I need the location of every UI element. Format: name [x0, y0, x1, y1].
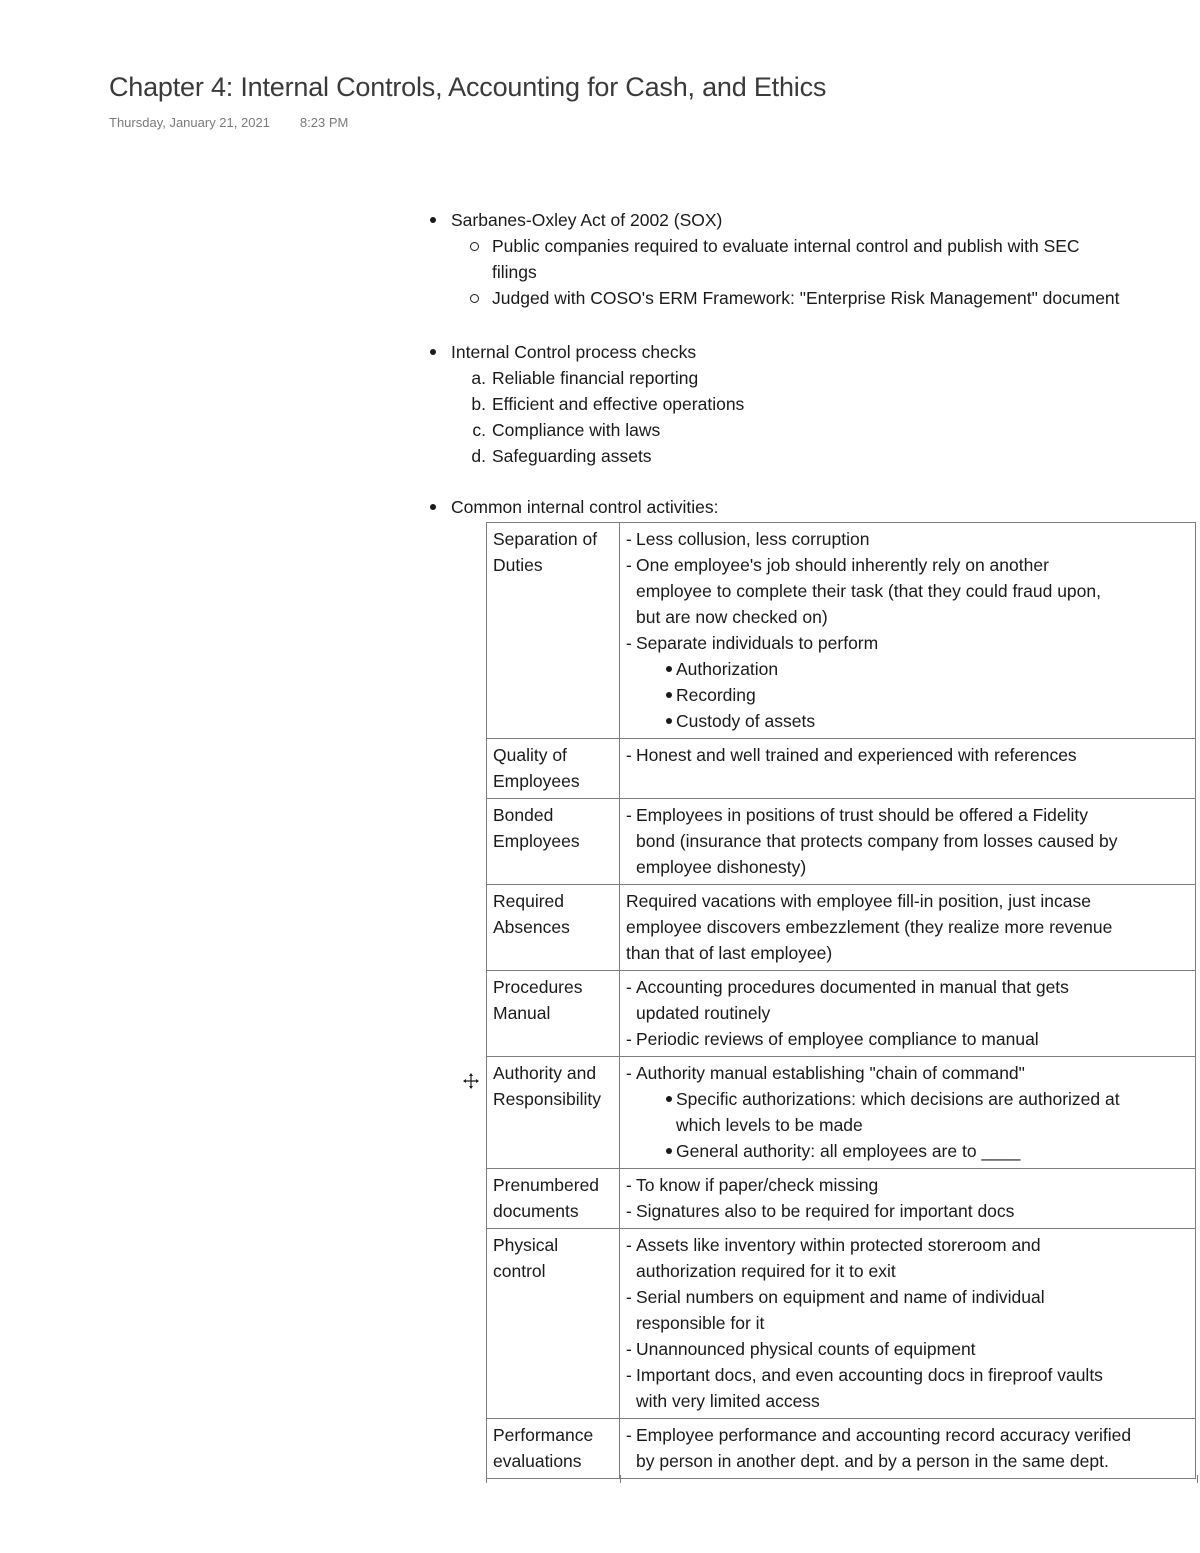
detail-line-continued: authorization required for it to exit — [636, 1261, 896, 1281]
control-name: Absences — [493, 917, 570, 937]
list-item — [428, 365, 1198, 391]
sox-point: filings — [492, 262, 537, 282]
detail-line: - Assets like inventory within protected storeroom and — [626, 1232, 1190, 1258]
list-item — [428, 443, 1198, 469]
control-detail-cell — [620, 1057, 1196, 1169]
page-date: Thursday, January 21, 2021 — [109, 115, 270, 130]
detail-line: - Unannounced physical counts of equipment — [626, 1336, 1190, 1362]
list-letter: d. — [471, 446, 486, 466]
process-check-text: Efficient and effective operations — [492, 394, 745, 414]
control-name: documents — [493, 1201, 579, 1221]
list-item-continued — [428, 259, 1198, 285]
bullet-icon — [430, 504, 436, 510]
detail-sub-item-continued: which levels to be made — [676, 1115, 863, 1135]
circle-bullet-icon — [470, 294, 479, 303]
control-name: Prenumbered — [493, 1175, 600, 1195]
list-item — [428, 391, 1198, 417]
table-row — [487, 799, 1196, 885]
detail-line: - Employees in positions of trust should be offered a Fidelity — [626, 802, 1190, 828]
page-title: Chapter 4: Internal Controls, Accounting for Cash, and Ethics — [109, 72, 827, 102]
detail-line: - Periodic reviews of employee compliance to manual — [626, 1026, 1190, 1052]
control-detail-cell — [620, 971, 1196, 1057]
process-check-text: Safeguarding assets — [492, 446, 652, 466]
list-item — [428, 417, 1198, 443]
detail-sub-item: Recording — [626, 682, 1190, 708]
control-name-cell — [487, 1419, 620, 1479]
table-row — [487, 1169, 1196, 1229]
table-row — [487, 523, 1196, 739]
control-detail-cell — [620, 1419, 1196, 1479]
detail-sub-item: Specific authorizations: which decisions are authorized at — [626, 1086, 1190, 1112]
control-name: Required — [493, 891, 565, 911]
detail-line: employee discovers embezzlement (they realize more revenue — [626, 917, 1113, 937]
detail-line: - To know if paper/check missing — [626, 1172, 1190, 1198]
process-check-text: Reliable financial reporting — [492, 368, 699, 388]
control-name-cell — [487, 971, 620, 1057]
activities-section — [428, 494, 1198, 520]
control-name-cell — [487, 1057, 620, 1169]
control-name: Employees — [493, 831, 580, 851]
process-check-text: Compliance with laws — [492, 420, 661, 440]
page-time: 8:23 PM — [299, 115, 349, 130]
control-name: Performance — [493, 1425, 594, 1445]
control-name: evaluations — [493, 1451, 582, 1471]
detail-line: Required vacations with employee fill-in position, just incase — [626, 891, 1091, 911]
control-name: Manual — [493, 1003, 551, 1023]
control-name-cell — [487, 1169, 620, 1229]
control-name-cell — [487, 885, 620, 971]
table-row — [487, 885, 1196, 971]
process-checks-heading: Internal Control process checks — [451, 342, 697, 362]
control-detail-cell — [620, 799, 1196, 885]
detail-line-continued: updated routinely — [636, 1003, 771, 1023]
controls-table — [486, 522, 1196, 1479]
control-detail-cell — [620, 523, 1196, 739]
control-name: Quality of — [493, 745, 567, 765]
table-row — [487, 1419, 1196, 1479]
control-name: Duties — [493, 555, 543, 575]
table-row — [487, 1057, 1196, 1169]
detail-line: - Employee performance and accounting record accuracy verified — [626, 1422, 1190, 1448]
process-checks-section — [428, 339, 1198, 469]
control-detail-cell — [620, 885, 1196, 971]
detail-line-continued: employee dishonesty) — [636, 857, 807, 877]
detail-line: - Honest and well trained and experienced with references — [626, 742, 1190, 768]
detail-line: - Serial numbers on equipment and name of individual — [626, 1284, 1190, 1310]
sox-heading: Sarbanes-Oxley Act of 2002 (SOX) — [451, 210, 723, 230]
control-name-cell — [487, 1229, 620, 1419]
page-date-line — [109, 115, 348, 130]
sox-point: Public companies required to evaluate internal control and publish with SEC — [492, 236, 1080, 256]
detail-line: - One employee's job should inherently rely on another — [626, 552, 1190, 578]
control-name: Procedures — [493, 977, 583, 997]
control-name: Employees — [493, 771, 580, 791]
control-name-cell — [487, 799, 620, 885]
detail-sub-item: Custody of assets — [626, 708, 1190, 734]
detail-line-continued: employee to complete their task (that they could fraud upon, — [636, 581, 1101, 601]
control-name: Separation of — [493, 529, 598, 549]
control-name: Responsibility — [493, 1089, 601, 1109]
detail-line: - Authority manual establishing "chain of command" — [626, 1060, 1190, 1086]
detail-line: - Signatures also to be required for important docs — [626, 1198, 1190, 1224]
control-name: Physical — [493, 1235, 559, 1255]
control-detail-cell — [620, 739, 1196, 799]
control-name: Authority and — [493, 1063, 597, 1083]
table-row — [487, 739, 1196, 799]
detail-line: - Accounting procedures documented in manual that gets — [626, 974, 1190, 1000]
detail-line-continued: bond (insurance that protects company from losses caused by — [636, 831, 1118, 851]
detail-line: than that of last employee) — [626, 943, 833, 963]
list-item — [428, 494, 1198, 520]
control-detail-cell — [620, 1229, 1196, 1419]
control-name-cell — [487, 523, 620, 739]
move-handle-icon[interactable] — [462, 1072, 480, 1090]
list-letter: c. — [472, 420, 486, 440]
control-name: Bonded — [493, 805, 554, 825]
list-letter: a. — [471, 368, 486, 388]
list-item — [428, 339, 1198, 365]
sox-section — [428, 207, 1198, 311]
detail-line: - Less collusion, less corruption — [626, 526, 1190, 552]
control-detail-cell — [620, 1169, 1196, 1229]
detail-line-continued: by person in another dept. and by a person in the same dept. — [636, 1451, 1109, 1471]
detail-line: - Important docs, and even accounting docs in fireproof vaults — [626, 1362, 1190, 1388]
table-row — [487, 1229, 1196, 1419]
table-continuation — [486, 1475, 1198, 1483]
list-item — [428, 207, 1198, 233]
detail-sub-item: General authority: all employees are to ____ — [626, 1138, 1190, 1164]
control-name: control — [493, 1261, 546, 1281]
detail-line-continued: responsible for it — [636, 1313, 765, 1333]
detail-line-continued: with very limited access — [636, 1391, 820, 1411]
table-row — [487, 971, 1196, 1057]
detail-line-continued: but are now checked on) — [636, 607, 828, 627]
control-name-cell — [487, 739, 620, 799]
list-item — [428, 233, 1198, 259]
list-letter: b. — [471, 394, 486, 414]
detail-sub-item: Authorization — [626, 656, 1190, 682]
list-item — [428, 285, 1198, 311]
detail-line: - Separate individuals to perform — [626, 630, 1190, 656]
activities-heading: Common internal control activities: — [451, 497, 719, 517]
sox-point: Judged with COSO's ERM Framework: "Enterprise Risk Management" document — [492, 288, 1120, 308]
bullet-icon — [430, 349, 436, 355]
circle-bullet-icon — [470, 242, 479, 251]
bullet-icon — [430, 217, 436, 223]
